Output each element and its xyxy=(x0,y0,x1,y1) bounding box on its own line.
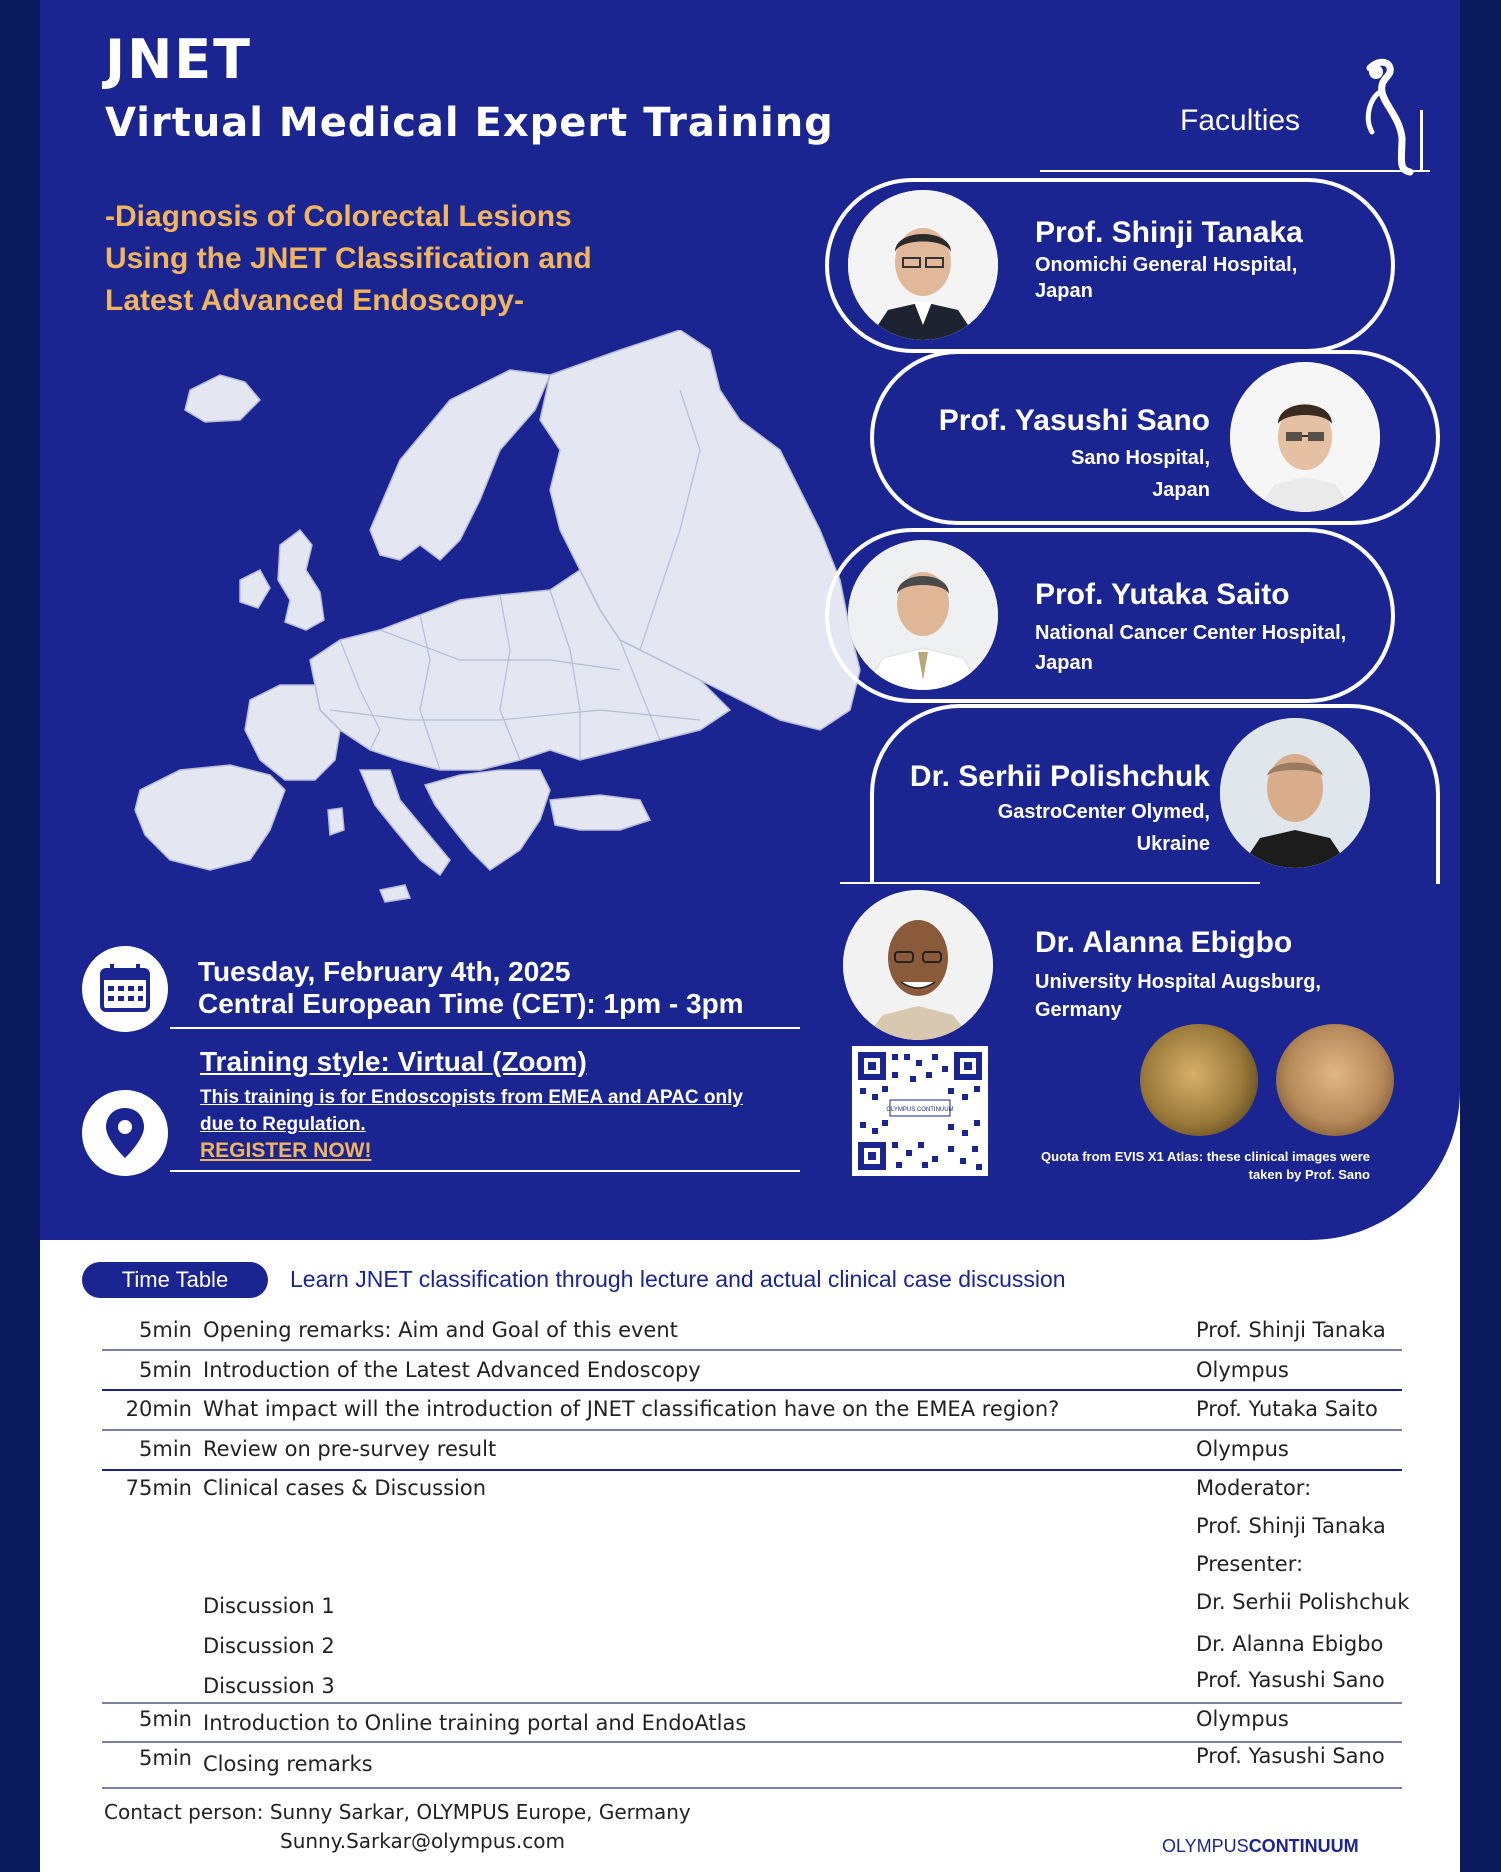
faculty-affiliation-ebigbo: University Hospital Augsburg, Germany xyxy=(1035,971,1321,1021)
faculty-affiliation-saito: National Cancer Center Hospital, Japan xyxy=(1035,622,1347,674)
row-divider xyxy=(102,1469,1402,1471)
faculty-divider xyxy=(840,882,1260,884)
faculty-affiliation-tanaka: Onomichi General Hospital, Japan xyxy=(1035,254,1298,302)
row-divider xyxy=(102,1741,1402,1743)
faculty-name-saito: Prof. Yutaka Saito xyxy=(1035,578,1290,611)
event-time: Central European Time (CET): 1pm - 3pm xyxy=(198,988,744,1019)
topic-subtitle: -Diagnosis of Colorectal Lesions Using the JNET Classification and Latest Advanced Endoscopy- xyxy=(105,200,592,317)
qr-center-label: OLYMPUS CONTINUUM xyxy=(886,1107,954,1113)
faculty-name-tanaka: Prof. Shinji Tanaka xyxy=(1035,216,1303,249)
timetable-label: Time Table xyxy=(82,1262,268,1298)
faculty-affiliation-polishchuk: GastroCenter Olymed, Ukraine xyxy=(997,801,1210,855)
faculties-underline xyxy=(1040,170,1430,172)
faculty-photo-ebigbo xyxy=(843,890,993,1040)
registration-qr-code[interactable] xyxy=(852,1046,988,1176)
location-pin-icon xyxy=(82,1090,168,1176)
row-divider xyxy=(102,1702,1402,1704)
row-divider xyxy=(102,1389,1402,1391)
timetable-description: Learn JNET classification through lecture and actual clinical case discussion xyxy=(290,1266,1066,1292)
olympus-continuum-logo: OLYMPUSCONTINUUM xyxy=(1162,1836,1359,1856)
faculties-label: Faculties xyxy=(1180,104,1301,137)
row-divider xyxy=(102,1429,1402,1431)
calendar-icon xyxy=(82,946,168,1032)
contact-email[interactable]: Sunny.Sarkar@olympus.com xyxy=(280,1829,565,1853)
image-credit-note: Quota from EVIS X1 Atlas: these clinical images were taken by Prof. Sano xyxy=(1041,1149,1370,1182)
hero-section xyxy=(40,0,1460,1240)
training-eligibility-note: This training is for Endoscopists from EMEA and APAC only due to Regulation. xyxy=(200,1087,743,1135)
faculty-photo-tanaka xyxy=(848,190,998,340)
faculties-figure-icon xyxy=(1340,58,1450,182)
date-underline xyxy=(170,1027,800,1029)
faculty-affiliation-sano: Sano Hospital, Japan xyxy=(1071,447,1210,501)
location-underline xyxy=(170,1170,800,1172)
flyer-page: JNET Virtual Medical Expert Training -Diagnosis of Colorectal Lesions Using the JNET Classification and Latest Advanced Endoscopy- Faculties Prof. Shinji Tanaka Onomichi General Hospital, Japan Prof. Yasushi Sano Sano Hospital, Japan Prof. Yutaka Saito National Cancer Center Hospital, Japan Dr. Serhii Polishchuk GastroCenter Olymed, Ukraine Dr. Alanna Ebigbo University Hospital Augsburg, Germany Tuesday, February 4th, 2025 Central European Time (CET): 1pm - 3pm Training style: Virtual (Zoom) This training is for Endoscopists from EMEA and APAC only due to Regulation. REGISTER NOW! OLYMPUS CONTINUUM Quota from EVIS X1 Atlas: these clinical images were taken by Prof. Sano Time Table Learn JNET classification through lecture and actual clinical case discussion 5min Opening remarks: Aim and Goal of this event Prof. Shinji Tanaka 5min Introduction of the Latest Advanced Endoscopy Olympus 20min What impact will the introduction of JNET classification have on the EMEA region? Prof. Yutaka Saito 5min Review on pre-survey result Olympus 75min Clinical cases & Discussion Moderator: Prof. Shinji Tanaka Presenter: Discussion 1 Dr. Serhii Polishchuk Discussion 2 Dr. Alanna Ebigbo Discussion 3 Prof. Yasushi Sano 5min Introduction to Online training portal and EndoAtlas Olympus 5min Closing remarks Prof. Yasushi Sano Contact person: Sunny Sarkar, OLYMPUS Europe, Germany Sunny.Sarkar@olympus.com OLYMPUSCONTINUUM xyxy=(40,0,1460,1872)
faculties-connector xyxy=(1420,110,1423,172)
row-divider xyxy=(102,1787,1402,1789)
main-title: JNET xyxy=(105,28,253,91)
faculty-photo-saito xyxy=(848,540,998,690)
training-style: Training style: Virtual (Zoom) xyxy=(200,1046,587,1077)
row-divider xyxy=(102,1349,1402,1351)
training-title: Virtual Medical Expert Training xyxy=(105,100,834,146)
europe-map xyxy=(80,330,880,914)
faculty-name-polishchuk: Dr. Serhii Polishchuk xyxy=(909,760,1210,793)
endoscopy-image-2 xyxy=(1276,1024,1394,1136)
contact-person: Contact person: Sunny Sarkar, OLYMPUS Europe, Germany xyxy=(104,1800,691,1824)
faculty-name-sano: Prof. Yasushi Sano xyxy=(938,404,1210,437)
register-now-link[interactable]: REGISTER NOW! xyxy=(200,1139,372,1162)
endoscopy-image-1 xyxy=(1140,1024,1258,1136)
faculty-name-ebigbo: Dr. Alanna Ebigbo xyxy=(1035,926,1293,959)
event-date: Tuesday, February 4th, 2025 xyxy=(198,956,571,987)
faculty-photo-sano xyxy=(1230,362,1380,512)
faculty-photo-polishchuk xyxy=(1220,718,1370,868)
